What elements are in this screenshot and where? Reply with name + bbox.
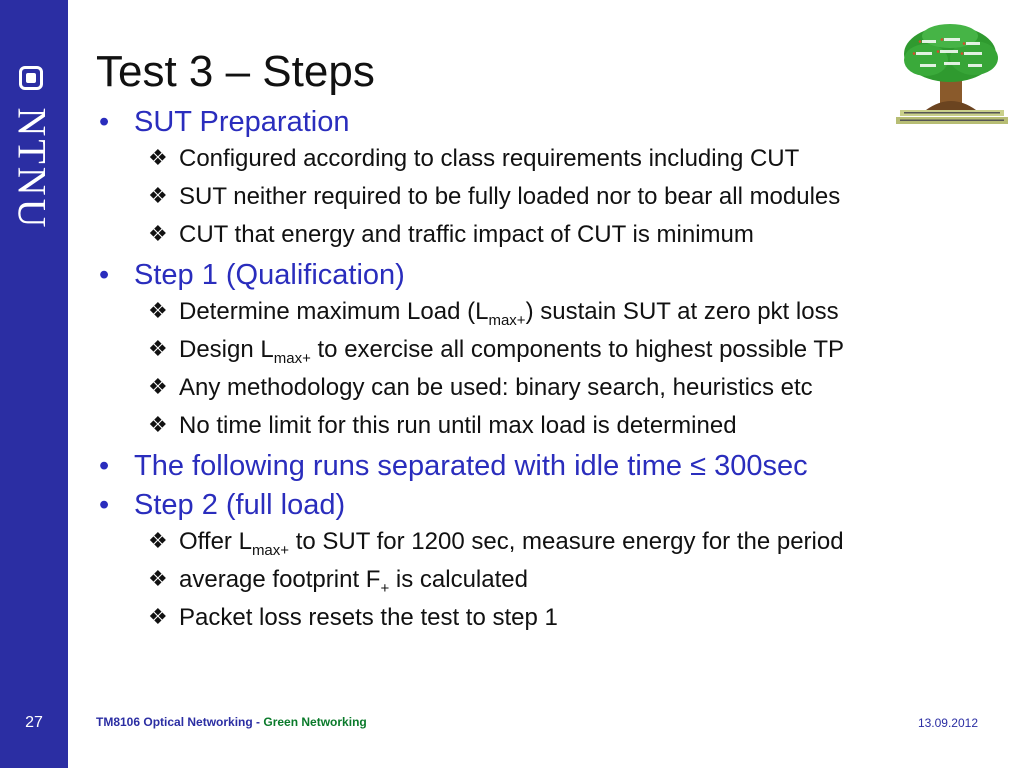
section-step-2: • Step 2 (full load) [99,489,346,521]
section-step-1: • Step 1 (Qualification) [99,259,405,291]
sidebar [0,0,68,768]
list-item: ❖ No time limit for this run until max load is determined [148,412,737,439]
list-item: ❖ Offer $L_{max+}$ to SUT for 1200 sec, measure energy for the period [148,528,844,559]
footer-date: 13.09.2012 [917,716,978,730]
list-item: ❖ Determine maximum Load $(L_{max+})$ sustain SUT at zero pkt loss [148,298,839,329]
ntnu-logo-text: NTNU [9,107,55,231]
diamond-bullet-icon: ❖ [148,145,168,170]
diamond-bullet-icon: ❖ [148,221,168,246]
ntnu-logo-icon [19,66,43,90]
slide-title: Test 3 – Steps [96,47,375,96]
footer-topic: Green Networking [263,715,367,729]
list-item: ❖ SUT neither required to be fully loaded nor to bear all modules [148,183,841,210]
bullet-icon: • [99,489,110,521]
section-idle-time: • The following runs separated with idle time ≤ 300sec [99,450,808,482]
bullet-icon: • [99,259,110,291]
diamond-bullet-icon: ❖ [148,183,168,208]
footer-course: TM8106 Optical Networking - Green Networking [96,715,367,729]
list-item: ❖ Configured according to class requirements including CUT [148,145,800,172]
list-item: ❖ CUT that energy and traffic impact of CUT is minimum [148,221,754,248]
page-number: 27 [25,714,43,731]
diamond-bullet-icon: ❖ [148,604,168,629]
list-item: ❖ Any methodology can be used: binary search, heuristics etc [148,374,813,401]
list-item: ❖ average footprint $F_+$ is calculated [148,566,528,597]
bullet-icon: • [99,106,110,138]
diamond-bullet-icon: ❖ [148,528,168,553]
list-item: ❖ Design $L_{max+}$ to exercise all components to highest possible TP [148,336,845,367]
diamond-bullet-icon: ❖ [148,336,168,361]
diamond-bullet-icon: ❖ [148,566,168,591]
diamond-bullet-icon: ❖ [148,298,168,323]
bullet-icon: • [99,450,110,482]
diamond-bullet-icon: ❖ [148,412,168,437]
slide-content [96,100,986,644]
diamond-bullet-icon: ❖ [148,374,168,399]
section-sut-preparation: • SUT Preparation [99,106,350,138]
list-item: ❖ Packet loss resets the test to step 1 [148,604,558,631]
